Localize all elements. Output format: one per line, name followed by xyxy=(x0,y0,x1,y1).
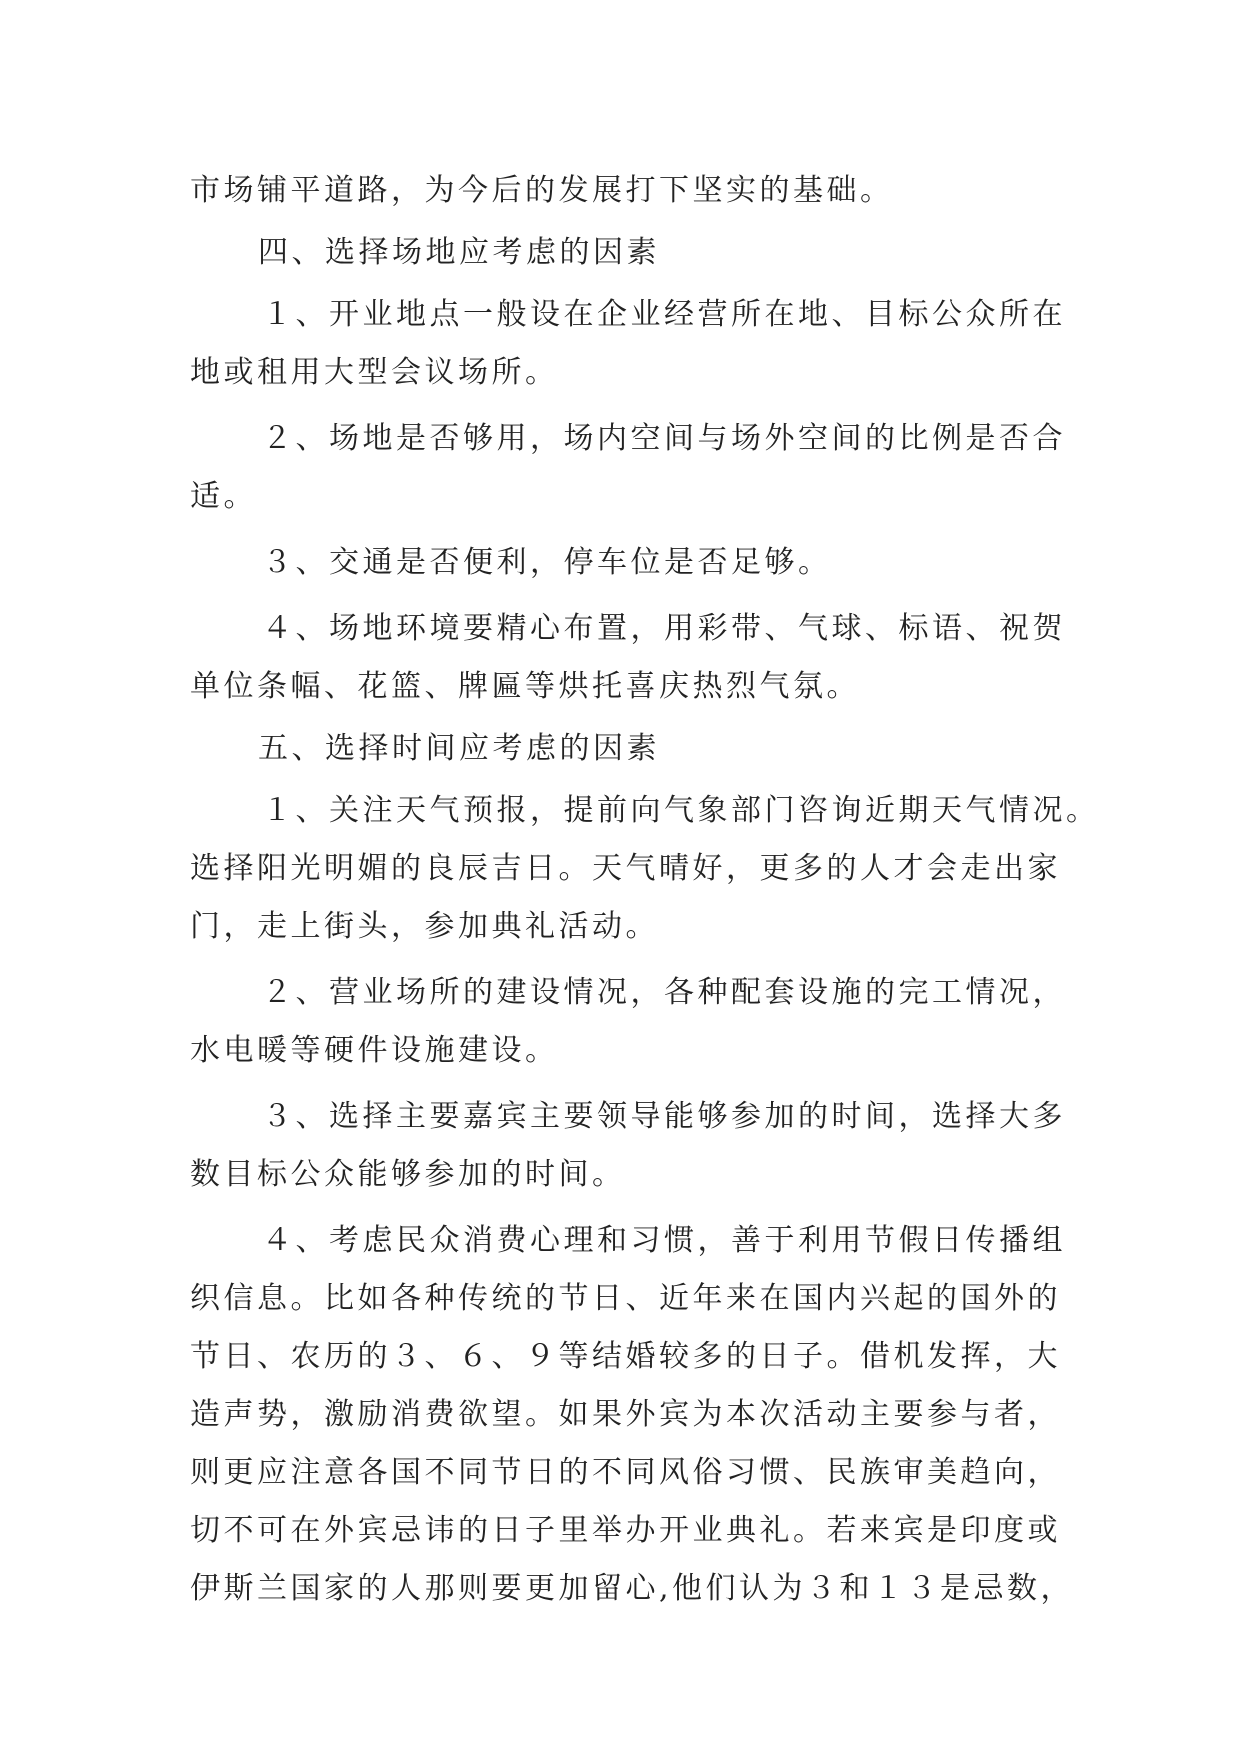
paragraph-line: ３、交通是否便利，停车位是否足够。 xyxy=(262,545,832,580)
paragraph-line: 门，走上街头，参加典礼活动。 xyxy=(190,909,659,944)
paragraph-line: 选择阳光明媚的良辰吉日。天气晴好，更多的人才会走出家 xyxy=(190,851,1061,886)
paragraph-line: 造声势，激励消费欲望。如果外宾为本次活动主要参与者， xyxy=(190,1397,1061,1432)
paragraph-line: 水电暖等硬件设施建设。 xyxy=(190,1033,559,1068)
section-heading-four: 四、选择场地应考虑的因素 xyxy=(258,235,660,270)
document-body xyxy=(190,162,1100,1618)
paragraph-line: 节日、农历的３、６、９等结婚较多的日子。借机发挥，大 xyxy=(190,1339,1061,1374)
paragraph-line: ４、场地环境要精心布置，用彩带、气球、标语、祝贺 xyxy=(262,611,1066,646)
paragraph-line: １、开业地点一般设在企业经营所在地、目标公众所在 xyxy=(262,297,1066,332)
paragraph-line: 切不可在外宾忌讳的日子里举办开业典礼。若来宾是印度或 xyxy=(190,1513,1061,1548)
paragraph-line: 单位条幅、花篮、牌匾等烘托喜庆热烈气氛。 xyxy=(190,669,860,704)
paragraph-line: ２、营业场所的建设情况，各种配套设施的完工情况， xyxy=(262,975,1066,1010)
paragraph-line: ４、考虑民众消费心理和习惯，善于利用节假日传播组 xyxy=(262,1223,1066,1258)
paragraph-line: ２、场地是否够用，场内空间与场外空间的比例是否合 xyxy=(262,421,1066,456)
paragraph-line: 适。 xyxy=(190,479,257,514)
section-heading-five: 五、选择时间应考虑的因素 xyxy=(258,731,660,766)
paragraph-line: 则更应注意各国不同节日的不同风俗习惯、民族审美趋向， xyxy=(190,1455,1061,1490)
paragraph-line: 市场铺平道路，为今后的发展打下坚实的基础。 xyxy=(190,173,894,208)
paragraph-line: 织信息。比如各种传统的节日、近年来在国内兴起的国外的 xyxy=(190,1281,1061,1316)
paragraph-line: 数目标公众能够参加的时间。 xyxy=(190,1157,626,1192)
paragraph-line: ３、选择主要嘉宾主要领导能够参加的时间，选择大多 xyxy=(262,1099,1066,1134)
paragraph-line: １、关注天气预报，提前向气象部门咨询近期天气情况。 xyxy=(262,793,1100,828)
paragraph-line: 地或租用大型会议场所。 xyxy=(190,355,559,390)
paragraph-line: 伊斯兰国家的人那则要更加留心,他们认为３和１３是忌数， xyxy=(190,1571,1075,1606)
